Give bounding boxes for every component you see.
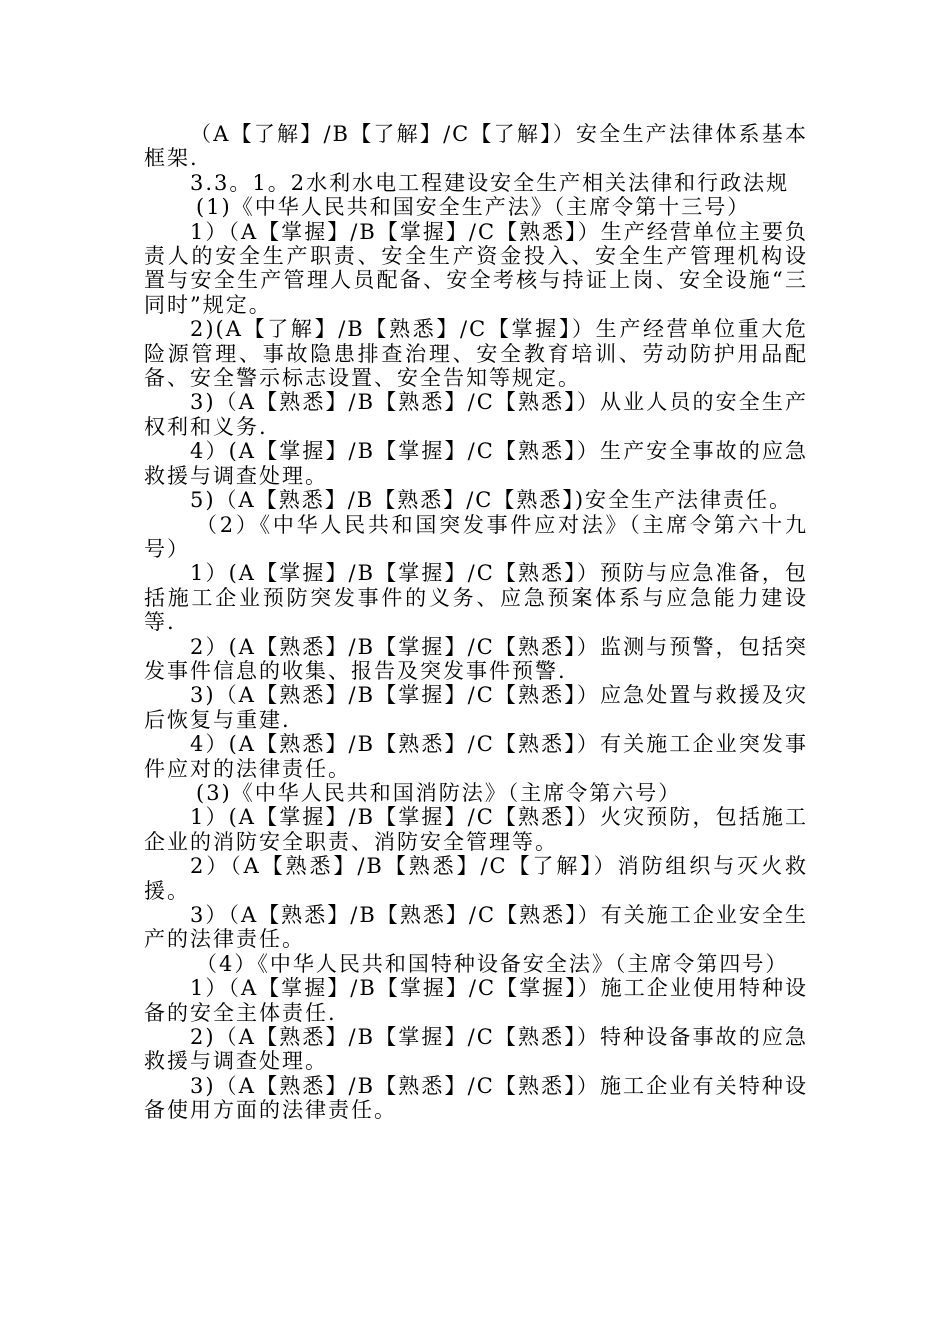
paragraph: 1）(A【掌握】/B【掌握】/C【熟悉】）预防与应急准备，包括施工企业预防突发事件的义务、应急预案体系与应急能力建设等. [144, 561, 808, 635]
paragraph: （A【了解】/B【了解】/C【了解】）安全生产法律体系基本框架. [144, 122, 808, 171]
law-heading: （2）《中华人民共和国突发事件应对法》（主席令第六十九号） [144, 512, 808, 561]
paragraph: 2)(A【了解】/B【熟悉】/C【掌握】）生产经营单位重大危险源管理、事故隐患排查治理、安全教育培训、劳动防护用品配备、安全警示标志设置、安全告知等规定。 [144, 317, 808, 391]
paragraph: 5)（A【熟悉】/B【熟悉】/C【熟悉】)安全生产法律责任。 [190, 488, 793, 513]
paragraph: 1）(A【掌握】/B【掌握】/C【熟悉】）火灾预防，包括施工企业的消防安全职责、消防安全管理等。 [144, 805, 808, 854]
paragraph: 4）(A【掌握】/B【掌握】/C【熟悉】）生产安全事故的应急救援与调查处理。 [144, 439, 808, 488]
paragraph: 3)（A【熟悉】/B【熟悉】/C【熟悉】）从业人员的安全生产权利和义务. [144, 390, 808, 439]
paragraph: 3）（A【熟悉】/B【熟悉】/C【熟悉】）有关施工企业安全生产的法律责任。 [144, 903, 808, 952]
paragraph: 2）（A【熟悉】/B【熟悉】/C【了解】）消防组织与灭火救援。 [144, 854, 808, 903]
paragraph: 2)（A【熟悉】/B【掌握】/C【熟悉】）特种设备事故的应急救援与调查处理。 [144, 1025, 808, 1074]
law-heading: （4）《中华人民共和国特种设备安全法》（主席令第四号） [196, 951, 789, 976]
paragraph: 1）（A【掌握】/B【掌握】/C【熟悉】）生产经营单位主要负责人的安全生产职责、安全生产资金投入、安全生产管理机构设置与安全生产管理人员配备、安全考核与持证上岗、安全设施“三同时”规定。 [144, 219, 808, 317]
paragraph: 2）(A【熟悉】/B【掌握】/C【熟悉】）监测与预警，包括突发事件信息的收集、报告及突发事件预警. [144, 634, 808, 683]
paragraph: 3)（A【熟悉】/B【熟悉】/C【熟悉】）施工企业有关特种设备使用方面的法律责任。 [144, 1073, 808, 1123]
law-heading: (3)《中华人民共和国消防法》（主席令第六号） [196, 780, 682, 805]
paragraph: 3)（A【熟悉】/B【掌握】/C【熟悉】）应急处置与救援及灾后恢复与重建. [144, 683, 808, 732]
document-body [144, 122, 808, 1123]
section-heading: 3.3。1。2水利水电工程建设安全生产相关法律和行政法规 [190, 170, 790, 195]
paragraph: 1）（A【掌握】/B【掌握】/C【掌握】）施工企业使用特种设备的安全主体责任. [144, 976, 808, 1025]
paragraph: 4）(A【熟悉】/B【熟悉】/C【熟悉】）有关施工企业突发事件应对的法律责任。 [144, 732, 808, 781]
law-heading: (1)《中华人民共和国安全生产法》（主席令第十三号） [196, 195, 751, 220]
